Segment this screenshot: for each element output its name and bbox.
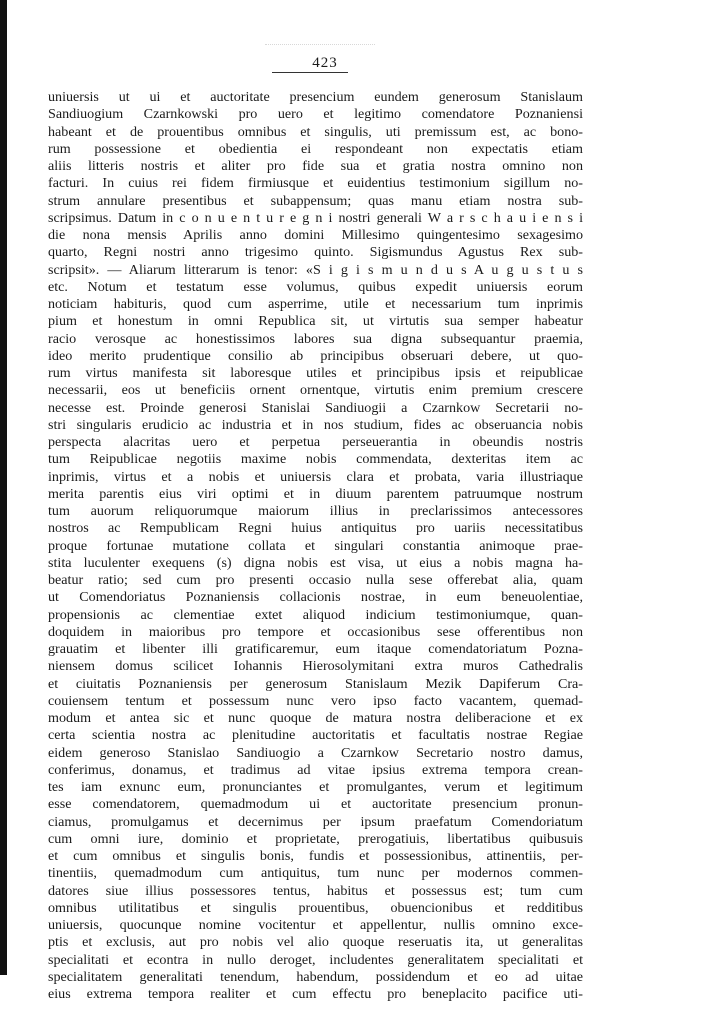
text-line: omnibus utilitatibus et singulis prouentibus, obuencionibus et redditibus [48, 899, 583, 916]
text-line: stri singularis erudicio ac industria et in nos studium, fides ac obseruancia nobis [48, 416, 583, 433]
text-line: et cum omnibus et singulis bonis, fundis et possessionibus, attinentiis, per- [48, 848, 583, 864]
text-line: perspecta alacritas uero et perpetua perseuerantia in obeundis nostris [48, 434, 583, 450]
text-line: Sandiuogium Czarnkowski pro uero et legitimo comendatore Poznaniensi [48, 106, 583, 123]
text-line: uniuersis ut ui et auctoritate presencium eundem generosum Stanislaum [48, 89, 583, 105]
text-line: doquidem in maioribus pro tempore et occasionibus sese offerentibus non [48, 623, 583, 640]
text-line: merita parentis eius viri optimi et in diuum parentem patruumque nostrum [48, 485, 583, 502]
text-line: grauatim et libenter illi gratificaremur, eum itaque comendatoriatum Pozna- [48, 641, 583, 657]
text-line: ut Comendoriatus Poznaniensis collacionis nostrae, in eum beneuolentiae, [48, 589, 583, 606]
text-line: scripsimus. Datum in c o n u e n t u r e g n i nostri generali W a r s c h a u i e n s i [48, 209, 583, 226]
text-line: et ciuitatis Poznaniensis per generosum Stanislaum Mezik Dapiferum Cra- [48, 675, 583, 692]
text-line: facturi. In cuius rei fidem firmiusque et euidentius testimonium sigillum no- [48, 175, 583, 192]
text-line: ciamus, promulgamus et decernimus per ipsum praefatum Comendoriatum [48, 813, 583, 830]
page-number-underline [272, 72, 348, 73]
text-line: cum omni iure, dominio et proprietate, prerogatiuis, libertatibus quibusuis [48, 830, 583, 847]
text-line: pium et honestum in omni Republica sit, ut virtutis sua semper habeatur [48, 313, 583, 330]
text-line: scripsit». — Aliarum litterarum is tenor: «S i g i s m u n d u s A u g u s t u s [48, 261, 583, 278]
text-line: specialitatem generalitati tenendum, habendum, possidendum et eo ad uitae [48, 968, 583, 985]
faint-scan-mark [265, 44, 375, 51]
text-line: conferimus, donamus, et tradimus ad vitae ipsius extrema tempora crean- [48, 761, 583, 778]
text-line: propensionis ac clementiae extet aliquod indicium testimoniumque, quan- [48, 606, 583, 623]
page-number: 423 [312, 55, 338, 71]
text-line: aliis litteris nostris et aliter pro fide sua et gratia nostra omnino non [48, 158, 583, 174]
text-line: tum Reipublicae negotiis maxime nobis commendata, dexteritas item ac [48, 451, 583, 468]
text-line: tinentiis, quemadmodum cum antiquitus, tum nunc per modernos commen- [48, 865, 583, 882]
text-line: rum possessione et obedientia ei respondeant non expectatis etiam [48, 140, 583, 157]
text-line: eidem generoso Stanislao Sandiuogio a Czarnkow Secretario nostro damus, [48, 744, 583, 761]
text-line: strum annulare presentibus et subappensum; quas manu etiam nostra sub- [48, 192, 583, 209]
text-line: specialitati et econtra in nullo deroget, includentes generalitatem specialitati et [48, 951, 583, 968]
text-line: ideo merito prudentique consilio ab principibus obseruari debere, ut quo- [48, 347, 583, 364]
text-line: necesse est. Proinde generosi Stanislai Sandiuogii a Czarnkow Secretarii no- [48, 399, 583, 416]
text-line: die nona mensis Aprilis anno domini Millesimo quingentesimo sexagesimo [48, 227, 583, 243]
text-line: inprimis, virtus et a nobis et uniuersis clara et probata, varia illustriaque [48, 468, 583, 485]
text-line: noticiam habituris, quod cum asperrime, utile et necessarium tum inprimis [48, 296, 583, 312]
text-line: beatur ratio; sed cum pro presenti occasio nulla sese offerebat alia, quam [48, 572, 583, 588]
text-line: esse comendatorem, quemadmodum ui et auctoritate presencium pronun- [48, 796, 583, 813]
text-line: nostros ac Rempublicam Regni huius antiquitus pro uariis necessitatibus [48, 520, 583, 537]
text-line: etc. Notum et testatum esse volumus, quibus expedit uniuersis eorum [48, 278, 583, 295]
text-line: uniuersis, quocunque nomine vocitentur et appellentur, nullis omnino exce- [48, 917, 583, 933]
text-line: ptis et exclusis, aut pro nobis vel alio quoque reseruatis ita, ut generalitas [48, 934, 583, 951]
text-line: stita luculenter exequens (s) digna nobis est visa, ut eius a nobis magna ha- [48, 554, 583, 571]
text-line: rum virtus manifesta sit laboresque utiles et principibus ipsis et reipublicae [48, 365, 583, 381]
text-line: certa scientia nostra ac plenitudine auctoritatis et facultatis nostrae Regiae [48, 727, 583, 744]
text-line: racio verosque ac honestissimos labores sua digna subsequantur praemia, [48, 330, 583, 347]
text-line: quarto, Regni nostri anno trigesimo quinto. Sigismundus Agustus Rex sub- [48, 244, 583, 261]
scan-edge-border [0, 0, 7, 975]
text-line: eius extrema tempora realiter et cum effectu pro beneplacito pacifice uti- [48, 986, 583, 1002]
text-line: niensem domus scilicet Iohannis Hierosolymitani extra muros Cathedralis [48, 658, 583, 675]
text-line: habeant et de prouentibus omnibus et singulis, uti premissum est, ac bono- [48, 123, 583, 140]
text-line: couiensem tentum et possessum nunc vero ipso facto vacantem, quemad- [48, 692, 583, 709]
text-line: tum auorum reliquorumque maiorum illius in preclarissimos antecessores [48, 503, 583, 519]
text-line: necessarii, eos ut beneficiis ornent ornentque, virtutis enim premium crescere [48, 382, 583, 399]
body-text [48, 89, 583, 1003]
text-line: modum et antea sic et nunc quoque de matura nostra deliberacione et ex [48, 710, 583, 726]
text-line: datores siue illius possessores tentus, habitus et possessus est; tum cum [48, 882, 583, 899]
text-line: tes iam exnunc eum, pronunciantes et promulgantes, verum et legitimum [48, 779, 583, 795]
text-line: proque fortunae mutatione collata et singulari constantia animoque prae- [48, 537, 583, 554]
